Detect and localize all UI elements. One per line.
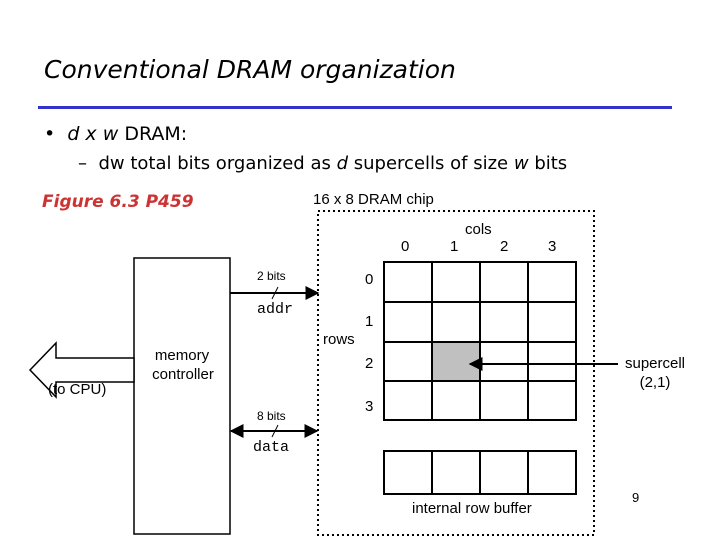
times-x: x <box>85 123 97 145</box>
var-w: w <box>102 123 119 145</box>
bullet-2-var-w: w <box>513 153 529 174</box>
col-number-1: 1 <box>450 238 459 255</box>
var-d: d <box>67 123 80 145</box>
supercell-grid <box>384 262 576 420</box>
chip-label: 16 x 8 DRAM chip <box>313 191 434 208</box>
page-number: 9 <box>632 490 640 505</box>
page-title: Conventional DRAM organization <box>44 55 456 84</box>
supercell-label-line2: (2,1) <box>639 374 671 391</box>
memory-controller-box <box>134 258 230 534</box>
bullet-2-text2: supercells of size <box>353 153 509 174</box>
row-number-3: 3 <box>365 398 374 415</box>
internal-row-buffer <box>384 451 576 494</box>
rows-label: rows <box>323 331 355 348</box>
row-number-0: 0 <box>365 271 374 288</box>
col-number-0: 0 <box>401 238 410 255</box>
bullet-1-text: DRAM: <box>124 123 188 145</box>
bullet-2-dw: dw <box>98 153 125 174</box>
data-label: data <box>253 439 290 456</box>
bullet-mark: • <box>44 123 56 145</box>
addr-label: addr <box>257 301 294 318</box>
data-bits-label: 8 bits <box>257 409 286 423</box>
bullet-2-var-d: d <box>336 153 349 174</box>
figure-reference: Figure 6.3 P459 <box>42 192 194 212</box>
bullet-2-text1: total bits organized as <box>130 153 331 174</box>
col-number-2: 2 <box>500 238 509 255</box>
addr-bits-label: 2 bits <box>257 269 286 283</box>
supercell-label-line1: supercell <box>624 355 686 372</box>
controller-label-line1: memory <box>154 347 210 364</box>
controller-label-line2: controller <box>152 366 214 383</box>
bullet-2-text3: bits <box>534 153 568 174</box>
cols-label: cols <box>465 221 492 238</box>
col-number-3: 3 <box>548 238 557 255</box>
sub-bullet-dash: – <box>78 153 87 174</box>
row-buffer-label: internal row buffer <box>412 500 532 517</box>
row-number-1: 1 <box>365 313 374 330</box>
cpu-label: (to CPU) <box>48 381 107 398</box>
supercell-2-1-highlight <box>432 342 480 381</box>
row-number-2: 2 <box>365 355 374 372</box>
